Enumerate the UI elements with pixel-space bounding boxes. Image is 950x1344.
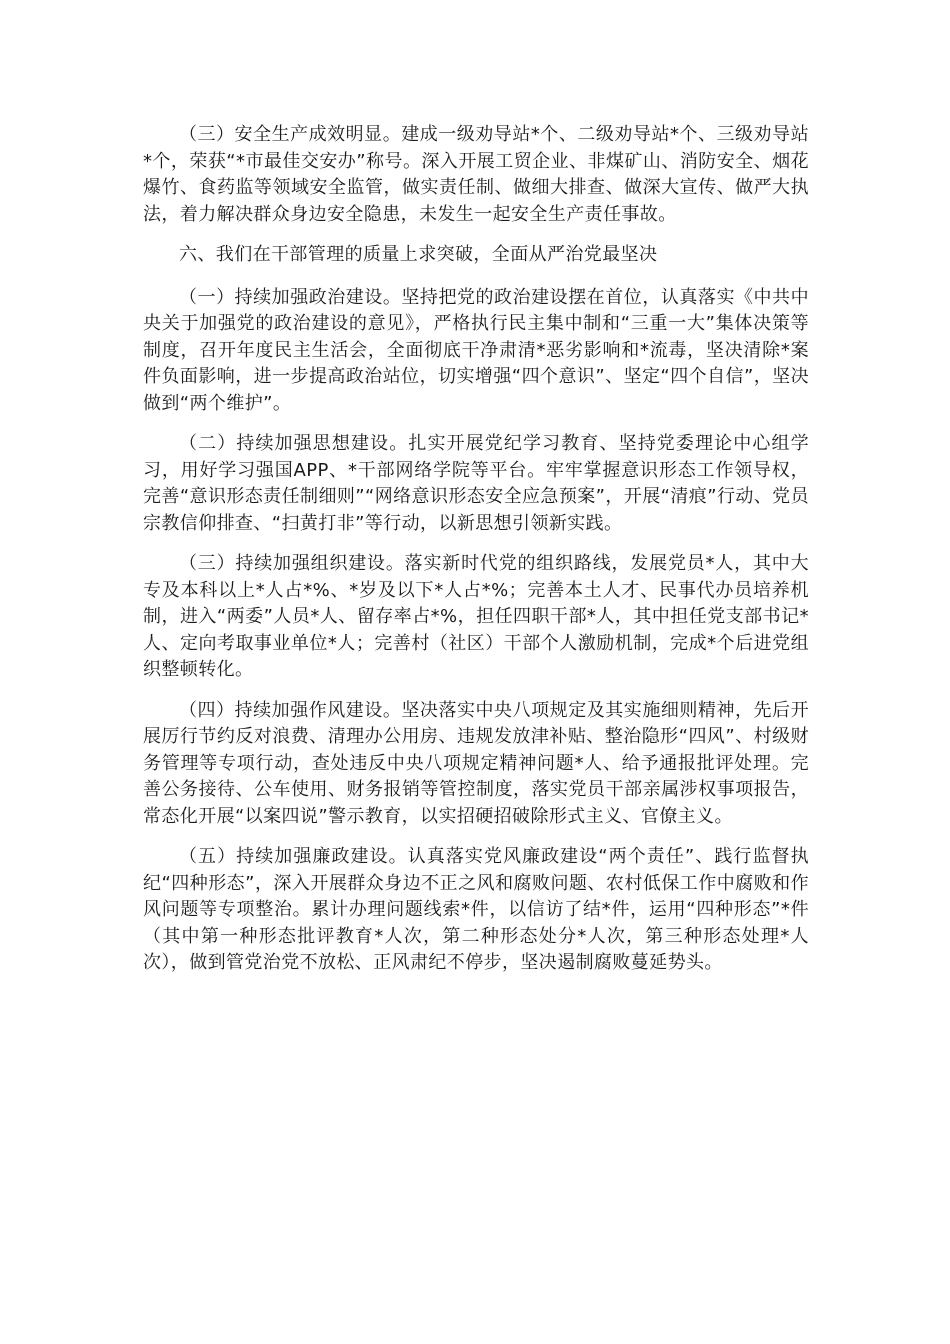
paragraph-safety-production: （三）安全生产成效明显。建成一级劝导站*个、二级劝导站*个、三级劝导站*个，荣获“*市最佳交安办”称号。深入开展工贸企业、非煤矿山、消防安全、烟花爆竹、食药监等领域安全监管，做实责任制、做细大排查、做深大宣传、做严大执法，着力解决群众身边安全隐患，未发生一起安全生产责任事故。 [143, 124, 809, 225]
paragraph-ideological-construction: （二）持续加强思想建设。扎实开展党纪学习教育、坚持党委理论中心组学习，用好学习强国APP、*干部网络学院等平台。牢牢掌握意识形态工作领导权，完善“意识形态责任制细则”“网络意识形态安全应急预案”，开展“清痕”行动、党员宗教信仰排查、“扫黄打非”等行动，以新思想引领新实践。 [143, 433, 809, 534]
section-heading: 六、我们在干部管理的质量上求突破，全面从严治党最坚决 [179, 244, 658, 265]
paragraph-integrity-construction: （五）持续加强廉政建设。认真落实党风廉政建设“两个责任”、践行监督执纪“四种形态”，深入开展群众身边不正之风和腐败问题、农村低保工作中腐败和作风问题等专项整治。累计办理问题线索*件，以信访了结*件，运用“四种形态”*件（其中第一种形态批评教育*人次，第二种形态处分*人次，第三种形态处理*人次），做到管党治党不放松、正风肃纪不停步，坚决遏制腐败蔓延势头。 [143, 846, 809, 973]
document-body [143, 122, 809, 991]
paragraph-political-construction: （一）持续加强政治建设。坚持把党的政治建设摆在首位，认真落实《中共中央关于加强党的政治建设的意见》，严格执行民主集中制和“三重一大”集体决策等制度，召开年度民主生活会，全面彻底干净肃清*恶劣影响和*流毒，坚决清除*案件负面影响，进一步提高政治站位，切实增强“四个意识”、坚定“四个自信”，坚决做到“两个维护”。 [143, 286, 809, 414]
paragraph-organizational-construction: （三）持续加强组织建设。落实新时代党的组织路线，发展党员*人，其中大专及本科以上*人占*%、*岁及以下*人占*%；完善本土人才、民事代办员培养机制，进入“两委”人员*人、留存率占*%，担任四职干部*人，其中担任党支部书记*人、定向考取事业单位*人；完善村（社区）干部个人激励机制，完成*个后进党组织整顿转化。 [143, 553, 809, 680]
paragraph-work-style-construction: （四）持续加强作风建设。坚决落实中央八项规定及其实施细则精神，先后开展厉行节约反对浪费、清理办公用房、违规发放津补贴、整治隐形“四风”、村级财务管理等专项行动，查处违反中央八项规定精神问题*人、给予通报批评处理。完善公务接待、公车使用、财务报销等管控制度，落实党员干部亲属涉权事项报告，常态化开展“以案四说”警示教育，以实招硬招破除形式主义、官僚主义。 [143, 699, 809, 827]
